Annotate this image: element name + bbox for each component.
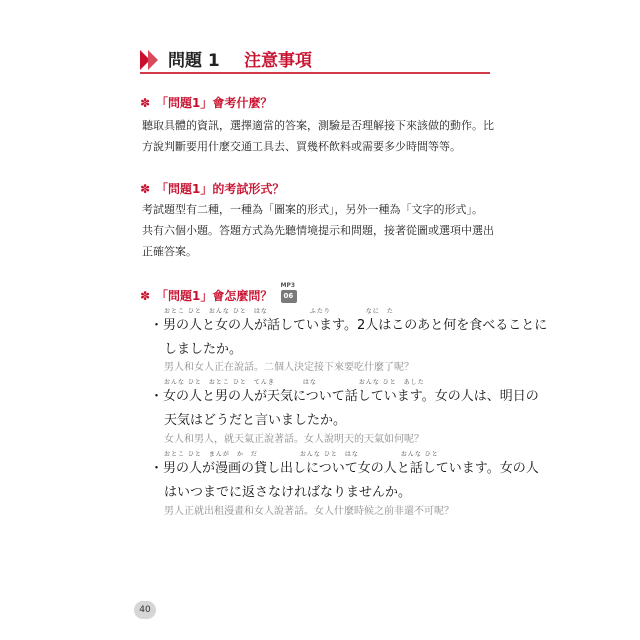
- header-divider: [140, 72, 490, 74]
- translation-line: 男人和女人正在說話。二個人決定接下來要吃什麼了呢？: [164, 362, 414, 373]
- section-heading: [140, 180, 284, 197]
- translation-line: 女人和男人，就天氣正說著話。女人說明天的天氣如何呢？: [164, 434, 424, 445]
- chevron-right-icon: [148, 50, 158, 70]
- body-text-line: 聽取具體的資訊，選擇適當的答案，測驗是否理解接下來該做的動作。比: [142, 119, 494, 132]
- body-text-line: 方說判斷要用什麼交通工具去、買幾杯飲料或需要多少時間等等。: [142, 140, 461, 153]
- section-heading-text: 「問題1」的考試形式？: [156, 182, 285, 196]
- audio-track-icon[interactable]: [280, 282, 297, 303]
- section-title: 注意事項: [244, 51, 312, 71]
- section-heading: [140, 282, 297, 304]
- asterisk-icon: ✽: [140, 289, 151, 303]
- translation-line: 男人正就出租漫畫和女人說著話。女人什麼時候之前非還不可呢？: [164, 506, 454, 517]
- furigana-line: おとこ ひと まんが か だ おんな ひと はな おんな ひと: [164, 451, 439, 458]
- mp3-track-number: 06: [283, 292, 294, 300]
- section-title-number: 問題 1: [168, 51, 220, 71]
- body-text-line: 正確答案。: [142, 245, 197, 258]
- asterisk-icon: ✽: [140, 96, 151, 110]
- asterisk-icon: ✽: [140, 182, 151, 196]
- question-line: ・男の人と女の人が話しています。2人はこのあと何を食べることに: [150, 318, 548, 333]
- furigana-line: おとこ ひと おんな ひと はな ふたり なに た: [164, 308, 394, 315]
- section-heading-text: 「問題1」會怎麼問？: [156, 289, 273, 303]
- question-line: はいつまでに返さなければなりませんか。: [164, 485, 412, 500]
- section-header: [140, 44, 490, 76]
- question-line: ・女の人と男の人が天気について話しています。女の人は、明日の: [150, 389, 539, 404]
- mp3-label: MP3: [280, 282, 296, 289]
- section-heading: [140, 94, 272, 111]
- section-heading-text: 「問題1」會考什麼？: [156, 96, 273, 110]
- question-line: 天気はどうだと言いましたか。: [164, 413, 347, 428]
- question-line: しましたか。: [164, 342, 243, 357]
- body-text-line: 共有六個小題。答題方式為先聽情境提示和問題，接著從圖或選項中選出: [142, 224, 494, 237]
- question-line: ・男の人が漫画の貸し出しについて女の人と話しています。女の人: [150, 461, 539, 476]
- page-number: 40: [134, 601, 156, 619]
- body-text-line: 考試題型有二種，一種為「圖案的形式」，另外一種為「文字的形式」。: [142, 203, 483, 216]
- furigana-line: おんな ひと おとこ ひと てんき はな おんな ひと あした: [164, 379, 425, 386]
